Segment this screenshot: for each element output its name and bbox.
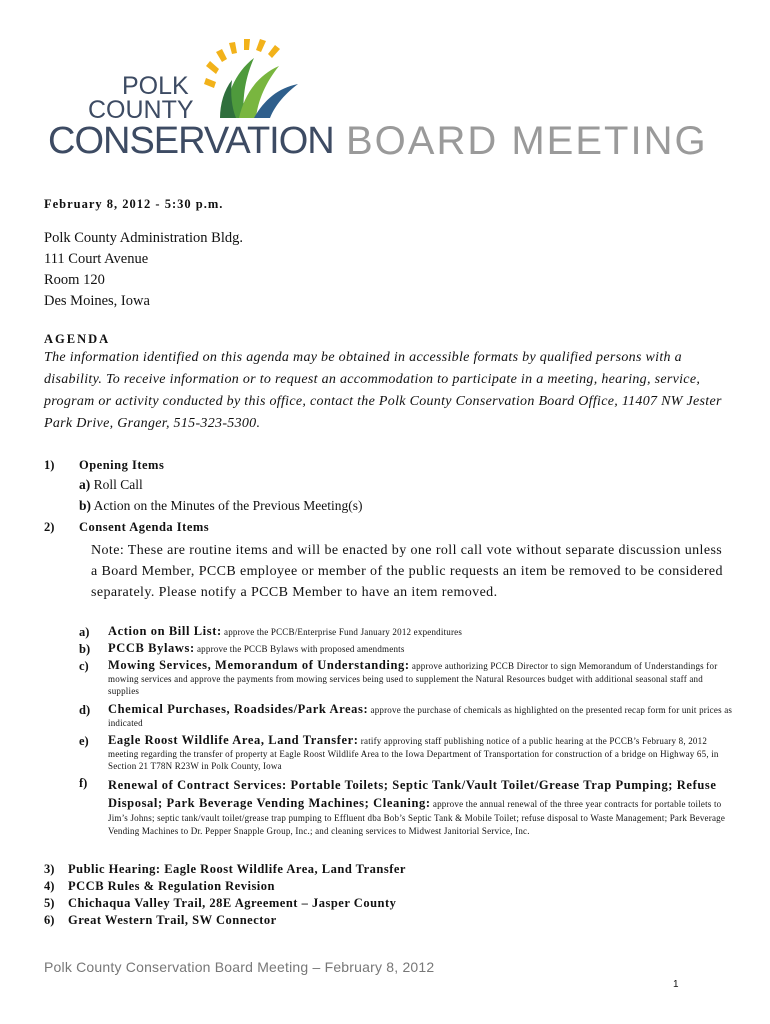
polk-county-conservation-logo	[44, 18, 334, 162]
consent-letter: b)	[79, 642, 91, 656]
meeting-date: February 8, 2012 - 5:30 p.m.	[44, 197, 224, 211]
item-number: 6)	[44, 913, 55, 927]
consent-item-bill-list: Action on Bill List: approve the PCCB/Enterprise Fund January 2012 expenditures	[108, 624, 463, 638]
item-title-chichaqua: Chichaqua Valley Trail, 28E Agreement – Jasper County	[68, 896, 397, 910]
address-line: 111 Court Avenue	[44, 251, 149, 267]
item-title-consent: Consent Agenda Items	[79, 520, 210, 534]
consent-item-bylaws: PCCB Bylaws: approve the PCCB Bylaws with proposed amendments	[108, 641, 405, 655]
sub-item: a) Roll Call	[79, 477, 143, 492]
item-number: 3)	[44, 862, 55, 876]
logo-grass-sun-icon	[194, 18, 304, 128]
address-line: Des Moines, Iowa	[44, 293, 150, 309]
consent-letter: e)	[79, 734, 89, 748]
consent-item-eagle-roost: Eagle Roost Wildlife Area, Land Transfer: ratify approving staff publishing notice of a public hearing at the PCCB’s February 8, 2012 meeting regarding the transfer of property at Eagle Roost Wildlife Area to the Iowa Department of Transportation for construction of a bridge on Highway 65, in Section 21 T78N R23W in Polk County, Iowa	[108, 733, 719, 771]
page-footer: Polk County Conservation Board Meeting – February 8, 2012	[44, 959, 435, 975]
page-number: 1	[673, 979, 679, 990]
meeting-address	[44, 228, 243, 312]
item-title-public-hearing: Public Hearing: Eagle Roost Wildlife Area, Land Transfer	[68, 862, 406, 876]
item-title-opening: Opening Items	[79, 458, 165, 472]
item-number: 1)	[44, 458, 55, 472]
consent-letter: c)	[79, 659, 89, 673]
consent-letter: a)	[79, 625, 90, 639]
item-title-rules: PCCB Rules & Regulation Revision	[68, 879, 275, 893]
item-number: 2)	[44, 520, 55, 534]
item-number: 5)	[44, 896, 55, 910]
accessibility-notice: The information identified on this agenda may be obtained in accessible formats by qualified persons with a disability. To receive information or to request an accommodation to participate in a meeting, hearing, service, program or activity conducted by this office, contact the Polk County Conservation Board Office, 11407 NW Jester Park Drive, Granger, 515-323-5300.	[44, 350, 722, 431]
item-title-great-western: Great Western Trail, SW Connector	[68, 913, 277, 927]
consent-item-contract-renewal: Renewal of Contract Services: Portable Toilets; Septic Tank/Vault Toilet/Grease Trap Pumping; Refuse Disposal; Park Beverage Vending Machines; Cleaning: approve the annual renewal of the three year contracts for portable toilets to Jim’s Johns; septic tank/vault toilet/grease trap pumping to Effluent dba Bob’s Septic Tank & Mobile Toilet; refuse disposal to Waste Management; Park Beverage Vending Machines to Dr. Pepper Snapple Group, Inc.; and cleaning services to Midwest Janitorial Service, Inc.	[108, 778, 726, 836]
consent-item-chemical: Chemical Purchases, Roadsides/Park Areas: approve the purchase of chemicals as highlighted on the presented recap form for unit prices as indicated	[108, 702, 733, 728]
item-number: 4)	[44, 879, 55, 893]
logo-line-county: COUNTY	[88, 96, 194, 124]
consent-item-mowing: Mowing Services, Memorandum of Understanding: approve authorizing PCCB Director to sign Memorandum of Understandings for mowing services and approve the payments from mowing services being used to supplement the Natural Resources budget with additional seasonal staff and supplies	[108, 658, 718, 696]
logo-line-polk: POLK	[122, 72, 189, 100]
agenda-heading: AGENDA	[44, 332, 111, 346]
page-title: BOARD MEETING	[346, 119, 708, 163]
consent-letter: f)	[79, 776, 88, 790]
address-line: Polk County Administration Bldg.	[44, 230, 243, 246]
consent-note: Note: These are routine items and will be enacted by one roll call vote without separate discussion unless a Board Member, PCCB employee or member of the public requests an item be removed to be considered separately. Please notify a PCCB Member to have an item removed.	[91, 543, 723, 600]
sub-item: b) Action on the Minutes of the Previous Meeting(s)	[79, 498, 363, 513]
consent-letter: d)	[79, 703, 91, 717]
logo-line-conservation: CONSERVATION	[48, 120, 334, 162]
address-line: Room 120	[44, 272, 105, 288]
